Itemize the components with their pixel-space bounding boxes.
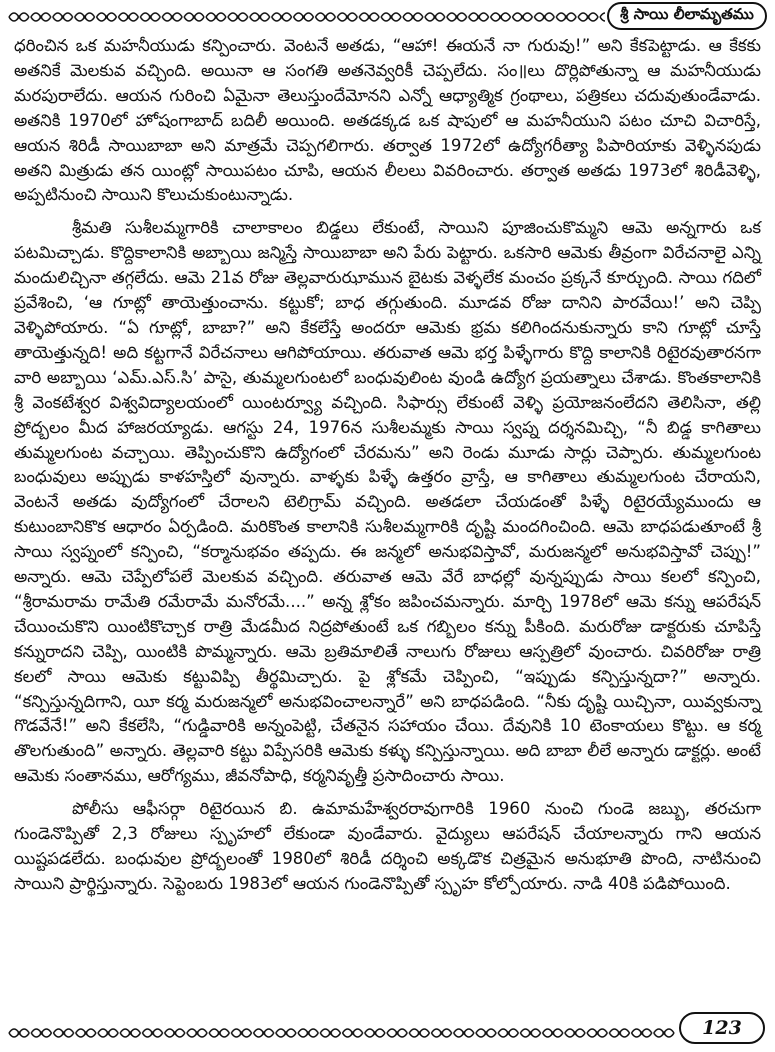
paragraph-3: పోలీసు ఆఫీసర్గా రిటైరయిన బి. ఉమామహేశ్వరరావుగారికి 1960 నుంచి గుండె జబ్బు, తరచుగా గుండెనొప్పితో 2,3 రోజులు స్పృహలో లేకుండా వుండేవారు. వైద్యులు ఆపరేషన్ చేయాలన్నారు గాని ఆయన యిష్టపడలేదు. బంధువుల ప్రోద్బలంతో 1980లో శిరిడీ దర్శించి అక్కడొక చిత్రమైన అనుభూతి పొంది, నాటినుంచి సాయిని ప్రార్థిస్తున్నారు. సెప్టెంబరు 1983లో ఆయన గుండెనొప్పితో స్పృహ కోల్పోయారు. నాడి 40కి పడిపోయింది. bbox=[14, 799, 761, 893]
book-title-header: శ్రీ సాయి లీలామృతము bbox=[607, 2, 767, 30]
page-number: 123 bbox=[679, 1012, 765, 1044]
paragraph-2: శ్రీమతి సుశీలమ్మగారికి చాలాకాలం బిడ్డలు లేకుంటే, సాయిని పూజించుకొమ్మని ఆమె అన్నగారు ఒక పటమిచ్చాడు. కొద్దికాలానికి అబ్బాయి జన్మిస్తే సాయిబాబా అని పేరు పెట్టారు. ఒకసారి ఆమెకు తీవ్రంగా విరేచనాలై ఎన్ని మందులిచ్చినా తగ్గలేదు. ఆమె 21వ రోజు తెల్లవారుఝామున బైటకు వెళ్ళలేక మంచం ప్రక్కనే కూర్చుంది. సాయి గదిలో ప్రవేశించి, ‘ఆ గూట్లో తాయెత్తుంచాను. కట్టుకో; బాధ తగ్గుతుంది. మూడవ రోజు దానిని పారవేయి!’ అని చెప్పి వెళ్ళిపోయారు. “ఏ గూట్లో, బాబా?” అని కేకలేస్తే అందరూ ఆమెకు భ్రమ కలిగిందనుకున్నారు కాని గూట్లో చూస్తే తాయెత్తున్నది! అది కట్టగానే విరేచనాలు ఆగిపోయాయి. తరువాత ఆమె భర్త పిళ్ళేగారు కొద్ది కాలానికి రిటైరవుతారనగా వారి అబ్బాయి ‘ఎమ్.ఎస్.సి’ పాసై, తుమ్మలగుంటలో బంధువులింట వుండి ఉద్యోగ ప్రయత్నాలు చేశాడు. కొంతకాలానికి శ్రీ వెంకటేశ్వర విశ్వవిద్యాలయంలో యింటర్వ్యూ వచ్చింది. సిఫార్సు లేకుంటే వెళ్ళి ప్రయోజనంలేదని తెలిసినా, తల్లి ప్రోద్బలం మీద హాజరయ్యాడు. ఆగస్టు 24, 1976న సుశీలమ్మకు సాయి స్వప్న దర్శనమిచ్చి, “నీ బిడ్డ కాగితాలు తుమ్మలగుంట వచ్చాయి. తెప్పించుకొని ఉద్యోగంలో చేరమను” అని రెండు మూడు సార్లు చెప్పారు. తుమ్మలగుంట బంధువులు అప్పుడు కాళహస్తిలో వున్నారు. వాళ్ళకు పిళ్ళే ఉత్తరం వ్రాస్తే, ఆ కాగితాలు తుమ్మలగుంట చేరాయని, వెంటనే అతడు వుద్యోగంలో చేరాలని టెలిగ్రామ్ వచ్చింది. అతడలా చేయడంతో పిళ్ళే రిటైరయ్యేముందు ఆ కుటుంబానికొక ఆధారం ఏర్పడింది. మరికొంత కాలానికి సుశీలమ్మగారికి దృష్టి మందగించింది. ఆమె బాధపడుతూంటే శ్రీ సాయి స్వప్నంలో కన్పించి, “కర్మానుభవం తప్పదు. ఈ జన్మలో అనుభవిస్తావో, మరుజన్మలో అనుభవిస్తావో చెప్పు!” అన్నారు. ఆమె చెప్పేలోపలే మెలకువ వచ్చింది. తరువాత ఆమె వేరే బాధల్లో వున్నప్పుడు సాయి కలలో కన్పించి, “శ్రీరామరామ రామేతి రమేరామే మనోరమే....” అన్న శ్లోకం జపించమన్నారు. మార్చి 1978లో ఆమె కన్ను ఆపరేషన్ చేయించుకొని యింటికొచ్చాక రాత్రి మేడమీద నిద్రపోతుంటే ఒక గబ్బిలం కన్ను పీకింది. మరురోజు డాక్టరుకు చూపిస్తే కన్నురాదని చెప్పి, యింటికి పొమ్మన్నారు. ఆమె బ్రతిమాలితే నాలుగు రోజులు ఆస్పత్రిలో వుంచారు. చివరిరోజు రాత్రి కలలో సాయి ఆమెకు కట్టువిప్పి తీర్థమిచ్చారు. పై శ్లోకమే చెప్పించి, “ఇప్పుడు కన్పిస్తున్నదా?” అన్నారు. “కన్పిస్తున్నదిగాని, యీ కర్మ మరుజన్మలో అనుభవించాలన్నారే” అని బాధపడింది. “నీకు దృష్టి యిచ్చినా, యివ్వకున్నా గొడవేనే!” అని కేకలేసి, “గుడ్డివారికి అన్నంపెట్టి, చేతనైన సహాయం చేయి. దేవునికి 10 టెంకాయలు కొట్టు. ఆ కర్మ తొలగుతుంది” అన్నారు. తెల్లవారి కట్టు విప్పేసరికి ఆమెకు కళ్ళు కన్పిస్తున్నాయి. అది బాబా లీలే అన్నారు డాక్టర్లు. అంటే ఆమెకు సంతానము, ఆరోగ్యము, జీవనోపాధి, కర్మనివృత్తీ ప్రసాదించారు సాయి. bbox=[14, 218, 761, 786]
paragraph-1: ధరించిన ఒక మహనీయుడు కన్పించారు. వెంటనే అతడు, “ఆహా! ఈయనే నా గురువు!” అని కేకపెట్టాడు. ఆ కేకకు అతనికే మెలకువ వచ్చింది. అయినా ఆ సంగతి అతనెవ్వరికీ చెప్పలేదు. సం॥లు దొర్లిపోతున్నా ఆ మహనీయుడు మరపురాలేదు. ఆయన గురించి ఏమైనా తెలుస్తుందేమోనని ఎన్నో ఆధ్యాత్మిక గ్రంథాలు, పత్రికలు చదువుతుండేవాడు. అతనికి 1970లో హోషంగాబాద్ బదిలీ అయింది. అతడక్కడ ఒక షాపులో ఆ మహనీయుని పటం చూచి విచారిస్తే, ఆయన శిరిడీ సాయిబాబా అని మాత్రమే చెప్పగలిగారు. తర్వాత 1972లో ఉద్యోగరీత్యా పిపారియాకు వెళ్ళినపుడు అతని మిత్రుడు తన యింట్లో సాయిపటం చూపి, ఆయన లీలలు వివరించారు. తర్వాత అతడు 1973లో శిరిడీవెళ్ళి, అప్పటినుంచి సాయిని కొలుచుకుంటున్నాడు. bbox=[14, 36, 761, 205]
page-body bbox=[14, 34, 761, 905]
top-ornamental-border bbox=[8, 6, 605, 28]
bottom-ornamental-border bbox=[8, 1022, 675, 1044]
